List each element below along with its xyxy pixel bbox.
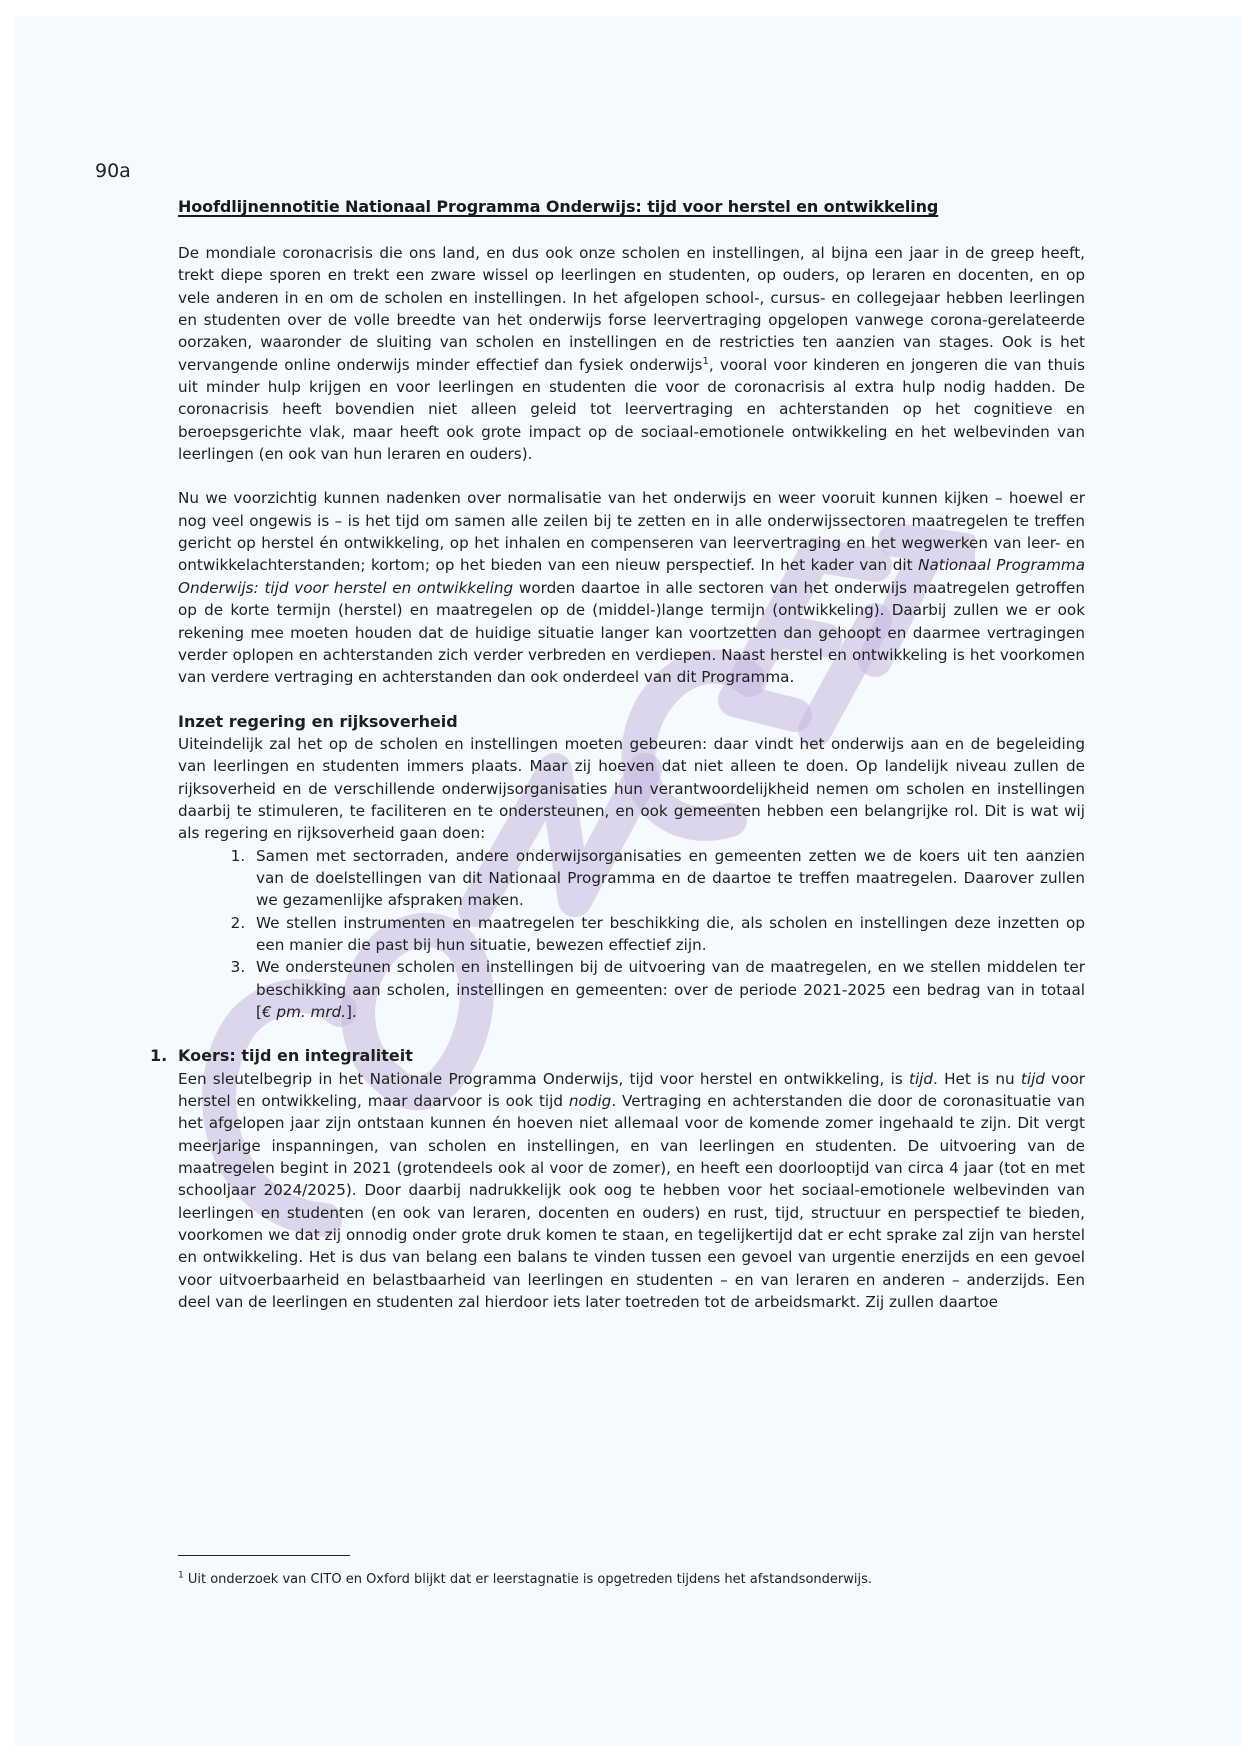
page-number: 90a [95, 160, 131, 182]
inzet-paragraph: Uiteindelijk zal het op de scholen en instellingen moeten gebeuren: daar vindt het onderwijs aan en de begeleiding van leerlingen en studenten immers plaats. Maar zij hoeven dat niet alleen te doen. Op landelijk niveau zullen de rijksoverheid en de verschillende onderwijsorganisaties hun verantwoordelijkheid nemen om scholen en instellingen daarbij te stimuleren, te faciliteren en te ondersteunen, en ook gemeenten hebben een belangrijke rol. Dit is wat wij als regering en rijksoverheid gaan doen: [178, 734, 1085, 843]
section-title: Koers: tijd en integraliteit [178, 1046, 413, 1066]
inzet-list [178, 845, 1085, 1024]
list-item: 1. Samen met sectorraden, andere onderwijsorganisaties en gemeenten zetten we de koers uit ten aanzien van de doelstellingen van dit Nationaal Programma en de daartoe te treffen maatregelen. Daarover zullen we gezamenlijke afspraken maken. [250, 845, 1085, 912]
inzet-heading: Inzet regering en rijksoverheid [178, 711, 458, 731]
footnote-mark: 1 [178, 1570, 184, 1581]
programme-name: Nationaal Programma Onderwijs: tijd voor herstel en ontwikkeling [178, 556, 1085, 597]
section-1-heading [150, 1045, 1085, 1067]
document-title: Hoofdlijnennotitie Nationaal Programma Onderwijs: tijd voor herstel en ontwikkeling [178, 197, 939, 216]
list-item: 3. We ondersteunen scholen en instellingen bij de uitvoering van de maatregelen, en we stellen middelen ter beschikking aan scholen, instellingen en gemeenten: over de periode 2021-2025 een bedrag van in totaal [€ pm. mrd.]. [250, 956, 1085, 1023]
list-item: 2. We stellen instrumenten en maatregelen ter beschikking die, als scholen en instellingen deze inzetten op een manier die past bij hun situatie, bewezen effectief zijn. [250, 912, 1085, 957]
footnote-1 [178, 1572, 872, 1587]
section-1-paragraph: Een sleutelbegrip in het Nationale Programma Onderwijs, tijd voor herstel en ontwikkeling, is tijd. Het is nu tijd voor herstel en ontwikkeling, maar daarvoor is ook tijd nodig. Vertraging en achterstanden die door de coronasituatie van het afgelopen jaar zijn ontstaan kunnen én hoeven niet allemaal voor de komende zomer ingehaald te zijn. Dit vergt meerjarige inspanningen, van scholen en instellingen, en van leerlingen en studenten. De uitvoering van de maatregelen begint in 2021 (grotendeels ook al voor de zomer), en heeft een doorlooptijd van circa 4 jaar (tot en met schooljaar 2024/2025). Door daarbij nadrukkelijk ook oog te hebben voor het sociaal-emotionele welbevinden van leerlingen en studenten (en ook van leraren, docenten en ouders) en rust, tijd, structuur en perspectief te bieden, voorkomen we dat zij onnodig onder grote druk komen te staan, en tegelijkertijd dat er echt sprake zal zijn van herstel en ontwikkeling. Het is dus van belang een balans te vinden tussen een gevoel van urgentie enerzijds en een gevoel voor uitvoerbaarheid en belastbaarheid van leerlingen en studenten – en van leraren en anderen – anderzijds. Een deel van de leerlingen en studenten zal hierdoor iets later toetreden tot de arbeidsmarkt. Zij zullen daartoe [178, 1069, 1086, 1312]
footnote-reference[interactable]: 1 [702, 355, 709, 367]
document-body [150, 242, 1086, 1313]
intro-paragraph-1: De mondiale coronacrisis die ons land, en dus ook onze scholen en instellingen, al bijna een jaar in de greep heeft, trekt diepe sporen en trekt een zware wissel op leerlingen en studenten, op ouders, op leraren en docenten, en op vele anderen in en om de scholen en instellingen. In het afgelopen school-, cursus- en collegejaar hebben leerlingen en studenten over de volle breedte van het onderwijs forse leervertraging opgelopen vanwege corona-gerelateerde oorzaken, waaronder de sluiting van scholen en instellingen en de restricties ten aanzien van stages. Ook is het vervangende online onderwijs minder effectief dan fysiek onderwijs$^1$, vooral voor kinderen en jongeren die van thuis uit minder hulp krijgen en voor leerlingen en studenten die voor de coronacrisis al extra hulp nodig hadden. De coronacrisis heeft bovendien niet alleen geleid tot leervertraging en achterstanden op het cognitieve en beroepsgerichte vlak, maar heeft ook grote impact op de sociaal-emotionele ontwikkeling en het welbevinden van leerlingen (en ook van hun leraren en ouders). [178, 244, 1086, 464]
intro-paragraph-2: Nu we voorzichtig kunnen nadenken over normalisatie van het onderwijs en weer vooruit kunnen kijken – hoewel er nog veel ongewis is – is het tijd om samen alle zeilen bij te zetten en in alle onderwijssectoren maatregelen te treffen gericht op herstel én ontwikkeling, op het inhalen en compenseren van leervertraging en het wegwerken van leer- en ontwikkelachterstanden; kortom; op het bieden van een nieuw perspectief. In het kader van dit Nationaal Programma Onderwijs: tijd voor herstel en ontwikkeling worden daartoe in alle sectoren van het onderwijs maatregelen getroffen op de korte termijn (herstel) en maatregelen op de (middel-)lange termijn (ontwikkeling). Daarbij zullen we er ook rekening mee moeten houden dat de huidige situatie langer kan voortzetten dan gehoopt en daarmee vertragingen verder oplopen en achterstanden zich verder verbreden en verdiepen. Naast herstel en ontwikkeling is het voorkomen van verdere vertraging en achterstanden dan ook onderdeel van dit Programma. [178, 489, 1085, 687]
footnote-text: Uit onderzoek van CITO en Oxford blijkt dat er leerstagnatie is opgetreden tijdens het afstandsonderwijs. [183, 1572, 872, 1587]
section-number: 1. [150, 1046, 168, 1066]
footnote-separator [178, 1555, 350, 1556]
